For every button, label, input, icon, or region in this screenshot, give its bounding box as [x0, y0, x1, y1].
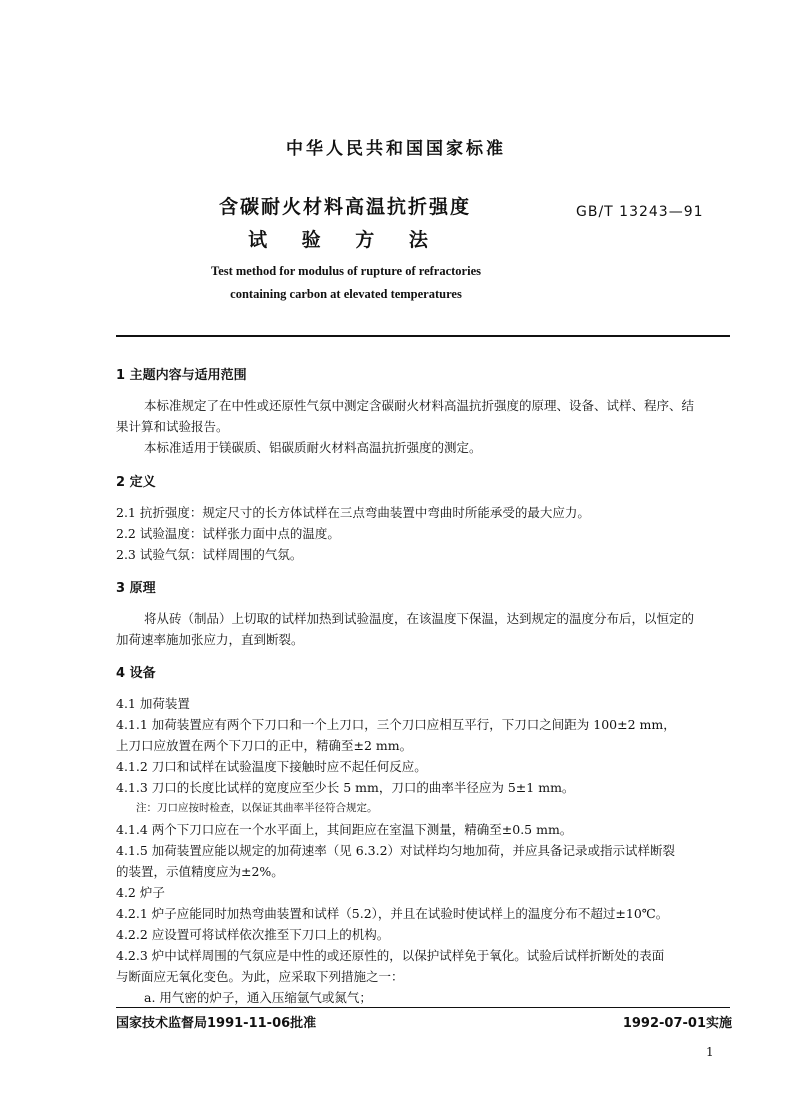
body-line: 果计算和试验报告。	[116, 419, 229, 434]
body-line: a. 用气密的炉子，通入压缩氩气或氮气；	[144, 990, 372, 1005]
page-number: 1	[706, 1045, 714, 1059]
body-line: 4.2.3 炉中试样周围的气氛应是中性的或还原性的，以保护试样免于氧化。试验后试样折断处的表面	[116, 948, 665, 963]
section-heading: 1 主题内容与适用范围	[116, 368, 247, 383]
body-line: 4.1.4 两个下刀口应在一个水平面上，其间距应在室温下测量，精确至±0.5 mm。	[116, 822, 573, 837]
body-line: 4.1.2 刀口和试样在试验温度下接触时应不起任何反应。	[116, 759, 427, 774]
body-line: 4.2.2 应设置可将试样依次推至下刀口上的机构。	[116, 927, 390, 942]
section-heading: 3 原理	[116, 581, 156, 596]
body-line: 2.1 抗折强度：规定尺寸的长方体试样在三点弯曲装置中弯曲时所能承受的最大应力。	[116, 505, 590, 520]
body-line: 4.1.3 刀口的长度比试样的宽度应至少长 5 mm，刀口的曲率半径应为 5±1 mm。	[116, 780, 575, 795]
effective-date: 1992-07-01实施	[622, 1016, 732, 1031]
body-line: 本标准规定了在中性或还原性气氛中测定含碳耐火材料高温抗折强度的原理、设备、试样、程序、结	[144, 398, 695, 413]
standard-title-line2: 试 验 方 法	[248, 229, 442, 251]
body-line: 4.2 炉子	[116, 885, 165, 900]
national-standard-heading: 中华人民共和国国家标准	[286, 139, 506, 159]
body-line: 本标准适用于镁碳质、铝碳质耐火材料高温抗折强度的测定。	[144, 440, 482, 455]
body-line: 2.3 试验气氛：试样周围的气氛。	[116, 547, 303, 562]
body-line: 2.2 试验温度：试样张力面中点的温度。	[116, 526, 340, 541]
standard-code: GB/T 13243—91	[576, 204, 704, 220]
body-line: 的装置，示值精度应为±2%。	[116, 864, 284, 879]
approval-date: 国家技术监督局1991-11-06批准	[116, 1016, 317, 1031]
body-line: 4.1.5 加荷装置应能以规定的加荷速率（见 6.3.2）对试样均匀地加荷，并应具备记录或指示试样断裂	[116, 843, 676, 858]
section-heading: 2 定义	[116, 475, 156, 490]
body-line: 4.1.1 加荷装置应有两个下刀口和一个上刀口，三个刀口应相互平行，下刀口之间距为 100±2 mm，	[116, 717, 676, 732]
english-title-line1: Test method for modulus of rupture of refractories	[211, 264, 481, 278]
standard-title-line1: 含碳耐火材料高温抗折强度	[218, 196, 471, 218]
body-line: 加荷速率施加张应力，直到断裂。	[116, 632, 304, 647]
body-line: 上刀口应放置在两个下刀口的正中，精确至±2 mm。	[116, 738, 413, 753]
section-heading: 4 设备	[116, 666, 156, 681]
note-line: 注：刀口应按时检查，以保证其曲率半径符合规定。	[136, 802, 378, 814]
header-divider	[116, 335, 730, 337]
body-line: 4.1 加荷装置	[116, 696, 190, 711]
body-line: 与断面应无氧化变色。为此，应采取下列措施之一：	[116, 969, 404, 984]
footer-divider	[116, 1007, 730, 1008]
body-line: 将从砖（制品）上切取的试样加热到试验温度，在该温度下保温，达到规定的温度分布后，以恒定的	[144, 611, 695, 626]
english-title-line2: containing carbon at elevated temperatures	[230, 287, 462, 301]
body-line: 4.2.1 炉子应能同时加热弯曲装置和试样（5.2），并且在试验时使试样上的温度分布不超过±10℃。	[116, 906, 669, 921]
